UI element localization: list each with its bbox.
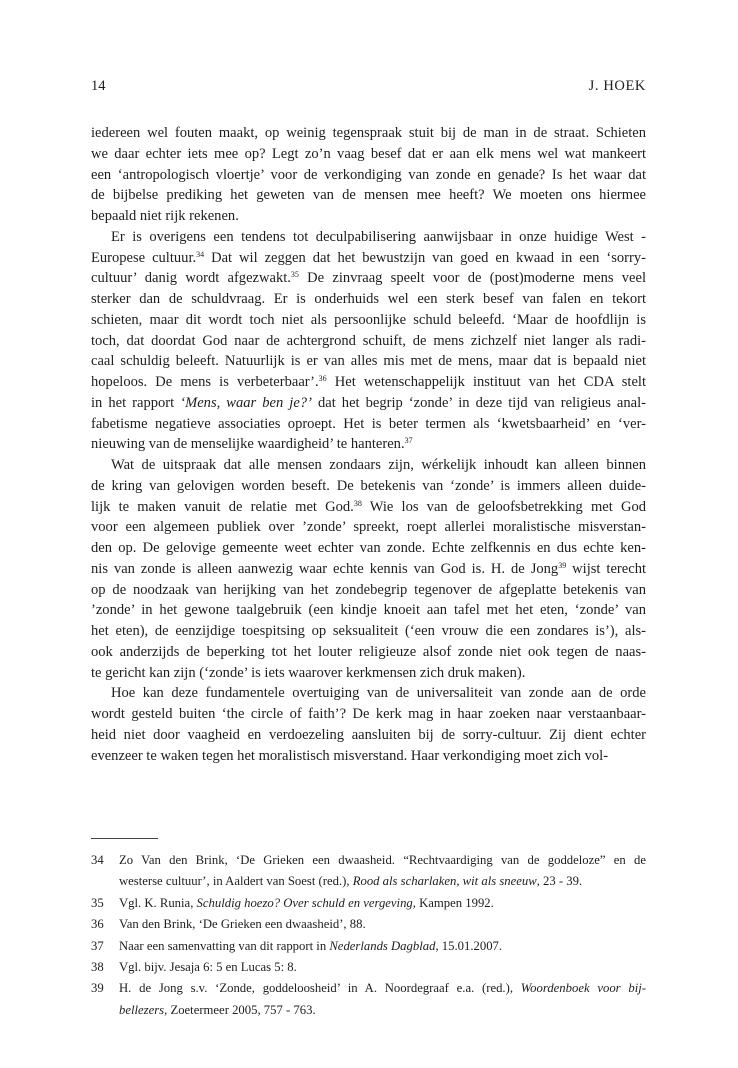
- footnote: [91, 957, 646, 978]
- footnote-ref: 36: [318, 374, 327, 383]
- text-line: we daar echter iets mee op? Legt zo’n vaag besef dat er aan elk mens wel wat mankeert: [91, 145, 646, 162]
- italic-text: Schuldig hoezo? Over schuld en vergeving: [196, 895, 413, 910]
- text-line: lijk te maken vanuit de relatie met God.$^{38}$ Wie los van de geloofsbetrekking met God: [91, 498, 647, 515]
- footnote-line: Vgl. bijv. Jesaja 6: 5 en Lucas 5: 8.: [119, 960, 297, 975]
- text-line: schieten, maar dit wordt toch niet als persoonlijke schuld beleefd. ‘Maar de hoofdlijn is: [91, 311, 646, 328]
- running-head: J. HOEK: [588, 78, 646, 94]
- text-line: sterker dan de schuldvraag. Er is onderhuids wel een sterk besef van falen en tekort: [91, 291, 646, 307]
- text-line: iedereen wel fouten maakt, op weinig tegenspraak stuit bij de man in de straat. Schieten: [91, 125, 646, 141]
- text-line: het eten), de eenzijdige toespitsing op seksualiteit (‘een vrouw die een zondares is’), als-: [91, 623, 646, 639]
- text-line: ook anderzijds de beperking tot het louter religieuze alsof zonde niet ook tegen de naas-: [91, 643, 646, 660]
- text-line: nis van zonde is alleen aanwezig waar echte kennis van God is. H. de Jong$^{39}$ wijst terecht: [91, 560, 647, 577]
- text-line: voor een algemeen publiek over ’zonde’ spreekt, roept allerlei moralistische misverstan-: [91, 519, 646, 536]
- italic-text: Rood als scharlaken, wit als sneeuw: [352, 874, 537, 889]
- text-line: op de noodzaak van herijking van het zondebegrip tegenover de afgeplatte betekenis van: [91, 581, 646, 598]
- footnote-number: 38: [91, 960, 104, 975]
- text-line: Wat de uitspraak dat alle mensen zondaars zijn, wérkelijk inhoudt kan alleen binnen: [111, 457, 646, 473]
- italic-text: ‘Mens, waar ben je?’: [180, 394, 312, 411]
- text-line: hopeloos. De mens is verbeterbaar’.$^{36}$ Het wetenschappelijk instituut van het CDA stelt: [91, 374, 646, 390]
- text-line: fabetisme negatieve associaties oproept. Het is beter termen als ‘kwetsbaarheid’ en ‘ver-: [91, 415, 646, 432]
- text-line: te gericht kan zijn (‘zonde’ is iets waarover kerkmensen zich druk maken).: [91, 664, 526, 681]
- footnote-line: Vgl. K. Runia, Schuldig hoezo? Over schuld en vergeving, Kampen 1992.: [119, 895, 494, 910]
- paragraph: [91, 455, 646, 683]
- text-line: nieuwing van de menselijke waardigheid’ te hanteren.$^{37}$: [91, 436, 413, 453]
- footnote: [91, 914, 646, 935]
- text-line: Er is overigens een tendens tot deculpabilisering aanwijsbaar in onze huidige West -: [111, 228, 646, 245]
- footnote-ref: 34: [196, 249, 205, 259]
- text-line: evenzeer te waken tegen het moralistisch misverstand. Haar verkondiging moet zich vol-: [91, 747, 609, 764]
- paragraph: [91, 683, 646, 766]
- footnote-line: bellezers, Zoetermeer 2005, 757 - 763.: [119, 1002, 316, 1017]
- footnote: [91, 850, 646, 893]
- footnote-ref: 39: [558, 560, 567, 570]
- italic-text: Nederlands Dagblad: [329, 938, 436, 953]
- page-number: 14: [91, 78, 106, 94]
- footnote-line: westerse cultuur’, in Aaldert van Soest (red.), Rood als scharlaken, wit als sneeuw, 23 - 39.: [119, 874, 583, 889]
- text-line: Hoe kan deze fundamentele overtuiging van de universaliteit van zonde aan de orde: [111, 685, 646, 702]
- footnote-number: 39: [91, 981, 104, 996]
- text-line: bepaald niet rijk rekenen.: [91, 208, 239, 224]
- footnote-line: Zo Van den Brink, ‘De Grieken een dwaasheid. “Rechtvaardiging van de goddeloze” en de: [119, 853, 646, 867]
- footnote-rule: [91, 838, 158, 839]
- paragraph: [91, 123, 646, 227]
- page-header: [91, 78, 646, 95]
- footnote-line: Naar een samenvatting van dit rapport in Nederlands Dagblad, 15.01.2007.: [119, 938, 503, 953]
- text-line: Europese cultuur.$^{34}$ Dat wil zeggen dat het bewustzijn van goed en kwaad in een ‘sorry-: [91, 249, 646, 266]
- text-line: ’zonde’ in het gewone taalgebruik (een kindje knoeit aan tafel met het eten, ‘zonde’ van: [91, 602, 646, 619]
- footnote-ref: 38: [353, 498, 362, 508]
- text-line: heid niet door vaagheid en verdoezeling aansluiten bij de sorry-cultuur. Zij dient echter: [91, 726, 646, 743]
- footnote-line: Van den Brink, ‘De Grieken een dwaasheid’, 88.: [119, 917, 366, 932]
- text-line: caal schuldig beleeft. Natuurlijk is er van alles mis met de mens, maar dat is bepaald niet: [91, 353, 646, 370]
- text-line: in het rapport ‘Mens, waar ben je?’ dat het begrip ‘zonde’ in deze tijd van religieus anal-: [91, 394, 646, 411]
- text-line: den op. De gelovige gemeente weet echter van zonde. Echte zelfkennis en dus echte ken-: [91, 540, 646, 556]
- footnotes: [91, 850, 646, 1021]
- footnote-ref: 37: [404, 436, 413, 446]
- text-line: de bijbelse prediking het geweten van de mensen mee heeft? We moeten ons hiermee: [91, 187, 646, 204]
- italic-text: bellezers: [119, 1002, 165, 1017]
- footnote: [91, 893, 646, 914]
- footnote-number: 37: [91, 938, 104, 953]
- text-line: cultuur’ danig wordt afgezwakt.$^{35}$ De zinvraag speelt voor de (post)moderne mens veel: [91, 270, 646, 287]
- footnote-number: 36: [91, 917, 104, 932]
- italic-text: Woordenboek voor bij-: [520, 981, 646, 996]
- footnote-line: H. de Jong s.v. ‘Zonde, goddeloosheid’ in A. Noordegraaf e.a. (red.), Woordenboek voor bij-: [119, 981, 646, 996]
- body-text: [91, 123, 646, 766]
- paragraph: [91, 227, 646, 455]
- text-line: wordt gesteld buiten ‘the circle of faith’? De kerk mag in haar zoeken naar verstaanbaar-: [91, 706, 646, 722]
- footnote-number: 34: [91, 853, 104, 867]
- footnote: [91, 936, 646, 957]
- footnote-ref: 35: [290, 270, 299, 280]
- text-line: toch, dat doordat God naar de achtergrond schuift, de mens zichzelf niet langer als radi-: [91, 332, 646, 349]
- text-line: de kring van gelovigen worden beseft. De betekenis van ‘zonde’ is immers alleen duide-: [91, 477, 646, 494]
- footnote-number: 35: [91, 895, 104, 910]
- footnote: [91, 978, 646, 1021]
- text-line: een ‘antropologisch vloertje’ voor de verkondiging van zonde en genade? Is het waar dat: [91, 166, 646, 183]
